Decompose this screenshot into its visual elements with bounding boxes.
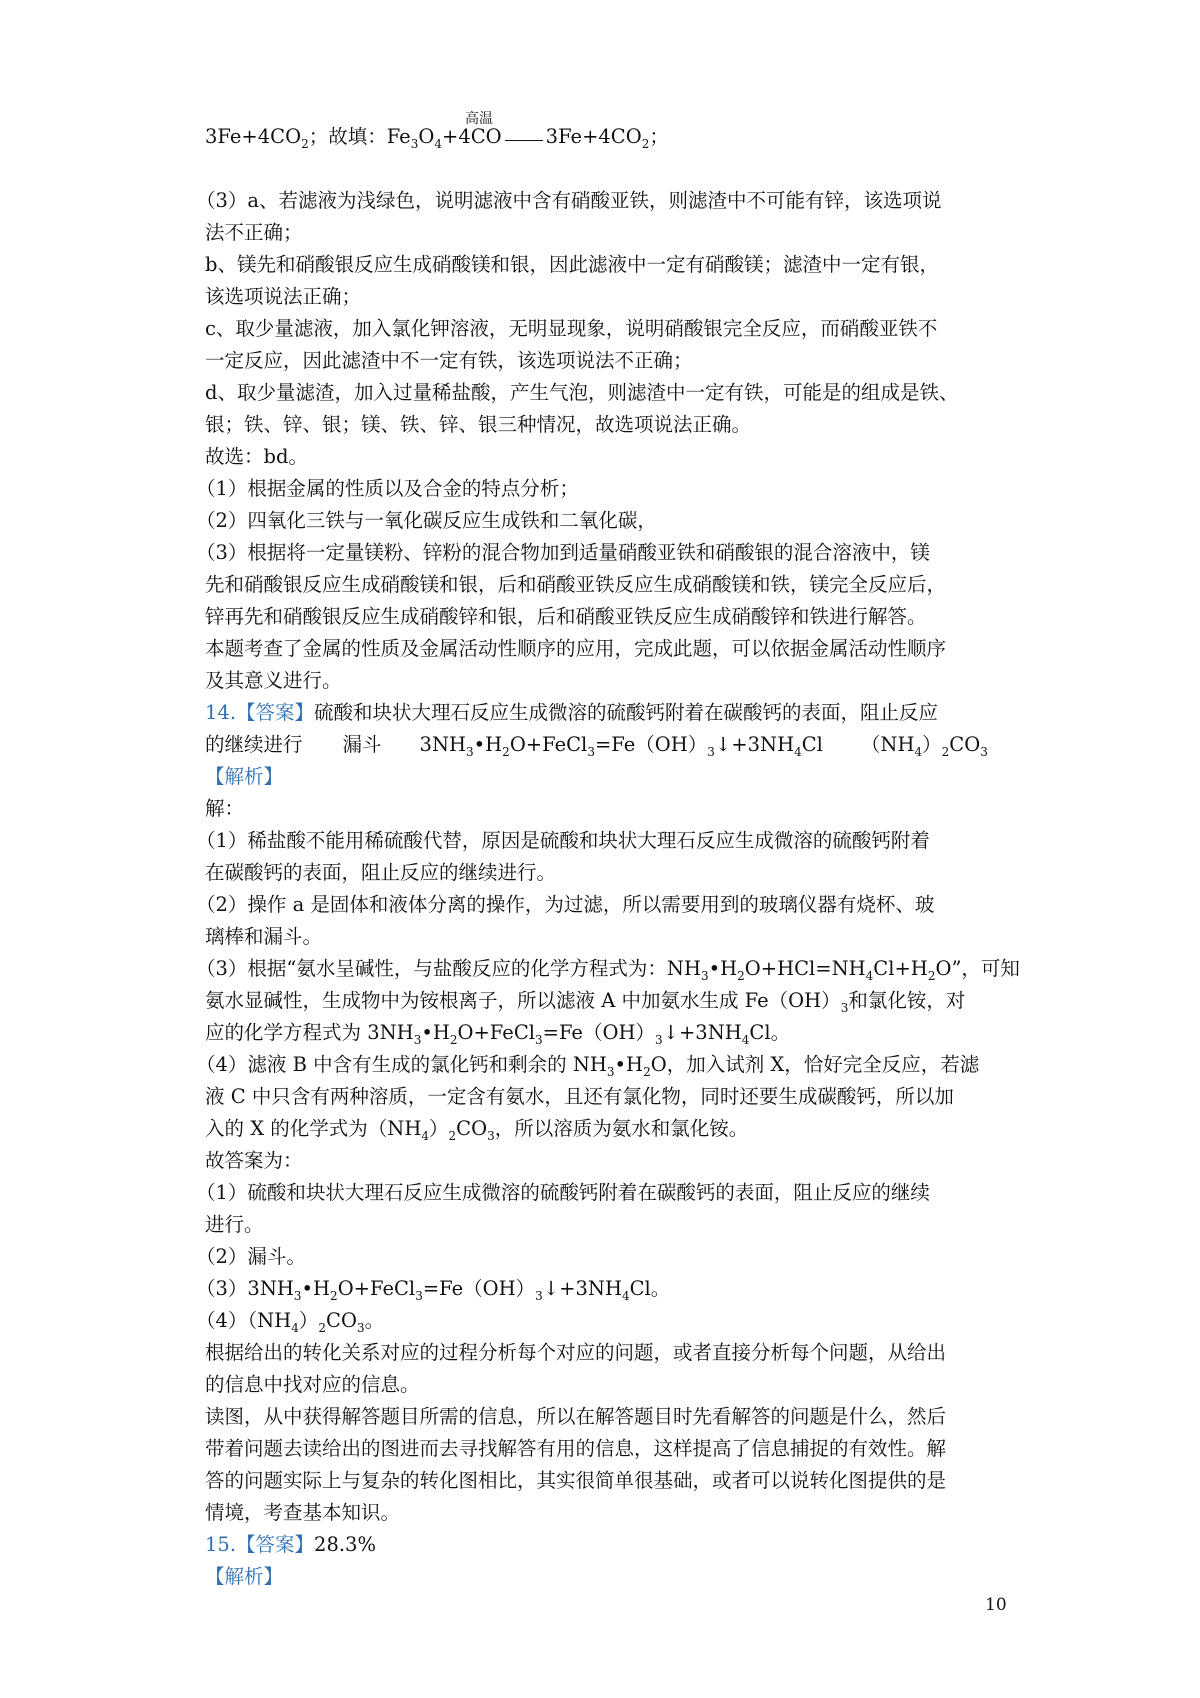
q14-answer-line: 的继续进行 漏斗 $3NH_3•H_2O+FeCl_3=Fe(OH)_3↓+3NH_4Cl$ $(NH_4)_2CO_3$	[205, 733, 988, 759]
answer-tag: 【答案】	[236, 1533, 315, 1556]
summary-line: 及其意义进行。	[205, 669, 342, 692]
solution-line: （2）操作 a 是固体和液体分离的操作，为过滤，所以需要用到的玻璃仪器有烧杯、玻	[196, 893, 935, 916]
choice-line: 故选：bd。	[205, 445, 308, 468]
q14-answer-line: 14.【答案】硫酸和块状大理石反应生成微溶的硫酸钙附着在碳酸钙的表面，阻止反应	[205, 701, 939, 724]
analysis-tag: 【解析】	[205, 765, 284, 788]
equation-equals-bar	[505, 128, 543, 141]
paragraph-line: 银；铁、锌、银；镁、铁、锌、银三种情况，故选项说法正确。	[205, 413, 752, 436]
answer-tag: 【答案】	[236, 701, 315, 724]
analysis-tag: 【解析】	[205, 1565, 284, 1588]
paragraph-line: c、取少量滤液，加入氯化钾溶液，无明显现象，说明硝酸银完全反应，而硝酸亚铁不	[205, 317, 938, 340]
summary-line: 的信息中找对应的信息。	[205, 1373, 420, 1396]
page-number: 10	[985, 1595, 1007, 1615]
equation-line: $3Fe+4CO_2$；故填：$Fe_3O_4+4CO$ $3Fe+4CO_2$；	[205, 125, 669, 151]
summary-line: 情境，考查基本知识。	[205, 1501, 401, 1524]
summary-line: 答的问题实际上与复杂的转化图相比，其实很简单很基础，或者可以说转化图提供的是	[205, 1469, 947, 1492]
paragraph-line: b、镁先和硝酸银反应生成硝酸镁和银，因此滤液中一定有硝酸镁；滤渣中一定有银，	[205, 253, 939, 276]
final-answer-label: 故答案为：	[205, 1149, 303, 1172]
q14-number: 14.	[205, 701, 237, 724]
final-answer-line: （1）硫酸和块状大理石反应生成微溶的硫酸钙附着在碳酸钙的表面，阻止反应的继续	[196, 1181, 930, 1204]
solution-line: （1）稀盐酸不能用稀硫酸代替，原因是硫酸和块状大理石反应生成微溶的硫酸钙附着	[196, 829, 930, 852]
solution-line: 应的化学方程式为 $3NH_3•H_2O+FeCl_3=Fe(OH)_3↓+3NH_4Cl$。	[205, 1021, 791, 1047]
analysis-line: （2）四氧化三铁与一氧化碳反应生成铁和二氧化碳，	[196, 509, 657, 532]
reaction-condition: 高温	[465, 111, 493, 127]
solution-line: （4）滤液 B 中含有生成的氯化钙和剩余的 $NH_3•H_2O$，加入试剂 X，恰好完全反应，若滤	[196, 1053, 980, 1079]
analysis-line: 锌再先和硝酸银反应生成硝酸锌和银，后和硝酸亚铁反应生成硝酸锌和铁进行解答。	[205, 605, 927, 628]
solution-line: （3）根据“氨水呈碱性，与盐酸反应的化学方程式为：$NH_3•H_2O+HCl=NH_4Cl+H_2O$”，可知	[196, 957, 1020, 983]
solution-line: 璃棒和漏斗。	[205, 925, 323, 948]
summary-line: 本题考查了金属的性质及金属活动性顺序的应用，完成此题，可以依据金属活动性顺序	[205, 637, 947, 660]
solution-line: 在碳酸钙的表面，阻止反应的继续进行。	[205, 861, 557, 884]
q15-answer-line: 15.【答案】28.3%	[205, 1533, 376, 1556]
summary-line: 根据给出的转化关系对应的过程分析每个对应的问题，或者直接分析每个问题，从给出	[205, 1341, 947, 1364]
solution-label: 解：	[205, 797, 245, 820]
analysis-line: （1）根据金属的性质以及合金的特点分析；	[196, 477, 579, 500]
analysis-line: （3）根据将一定量镁粉、锌粉的混合物加到适量硝酸亚铁和硝酸银的混合溶液中，镁	[196, 541, 930, 564]
paragraph-line: 该选项说法正确；	[205, 285, 362, 308]
final-answer-line: $(3)3NH_3•H_2O+FeCl_3=Fe(OH)_3↓+3NH_4Cl$。	[196, 1277, 671, 1303]
paragraph-line: d、取少量滤渣，加入过量稀盐酸，产生气泡，则滤渣中一定有铁，可能是的组成是铁、	[205, 381, 959, 404]
solution-line: 入的 X 的化学式为$(NH_4)_2CO_3$，所以溶质为氨水和氯化铵。	[205, 1117, 749, 1143]
paragraph-line: 一定反应，因此滤渣中不一定有铁，该选项说法不正确；	[205, 349, 693, 372]
final-answer-line: $(4)(NH_4)_2CO_3$。	[196, 1309, 385, 1335]
paragraph-line: （3）a、若滤液为浅绿色，说明滤液中含有硝酸亚铁，则滤渣中不可能有锌，该选项说	[196, 189, 942, 212]
solution-line: 液 C 中只含有两种溶质，一定含有氨水，且还有氯化物，同时还要生成碳酸钙，所以加	[205, 1085, 954, 1108]
final-answer-line: 进行。	[205, 1213, 264, 1236]
q15-number: 15.	[205, 1533, 237, 1556]
summary-line: 读图，从中获得解答题目所需的信息，所以在解答题目时先看解答的问题是什么，然后	[205, 1405, 947, 1428]
summary-line: 带着问题去读给出的图进而去寻找解答有用的信息，这样提高了信息捕捉的有效性。解	[205, 1437, 947, 1460]
final-answer-line: （2）漏斗。	[196, 1245, 306, 1268]
paragraph-line: 法不正确；	[205, 221, 303, 244]
analysis-line: 先和硝酸银反应生成硝酸镁和银，后和硝酸亚铁反应生成硝酸镁和铁，镁完全反应后，	[205, 573, 947, 596]
solution-line: 氨水显碱性，生成物中为铵根离子，所以滤液 A 中加氨水生成 $Fe(OH)_3$和氯化铵，对	[205, 989, 966, 1015]
